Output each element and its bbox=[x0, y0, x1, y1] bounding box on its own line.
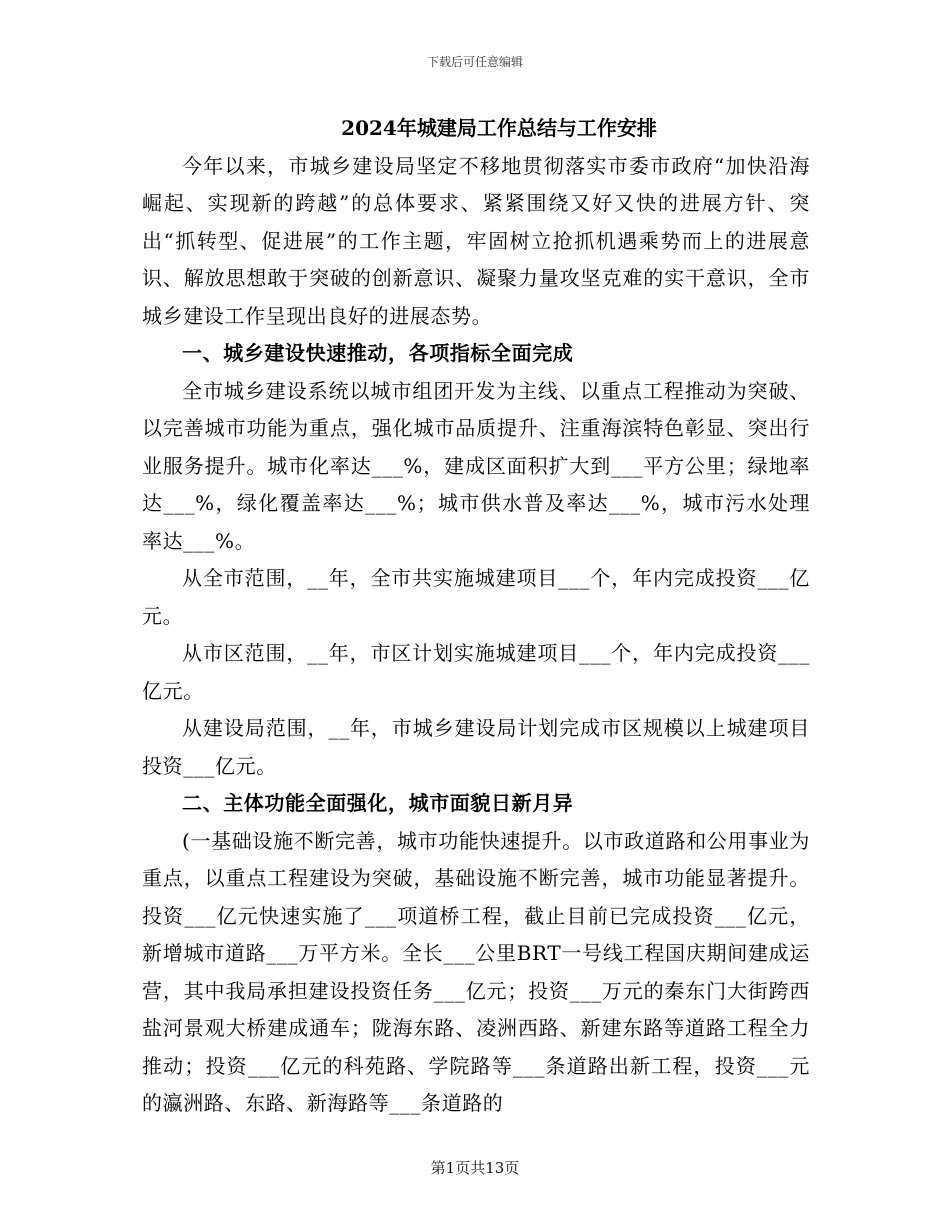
section-heading-1: 一、城乡建设快速推动，各项指标全面完成 bbox=[182, 341, 574, 365]
document-title: 2024年城建局工作总结与工作安排 bbox=[341, 116, 657, 140]
section-heading-2: 二、主体功能全面强化，城市面貌日新月异 bbox=[182, 791, 574, 815]
paragraph-citywide: 从全市范围，__年，全市共实施城建项目___个，年内完成投资___亿元。 bbox=[142, 566, 810, 628]
paragraph-infrastructure: (一基础设施不断完善，城市功能快速提升。以市政道路和公用事业为重点，以重点工程建设为突破，基础设施不断完善，城市功能显著提升。投资___亿元快速实施了___项道桥工程，截止目前已完成投资___亿元，新增城市道路___万平方米。全长___公里BRT一号线工程国庆期间建成运营，其中我局承担建设投资任务___亿元；投资___万元的秦东门大街跨西盐河景观大桥建成通车；陇海东路、凌洲西路、新建东路等道路工程全力推动；投资___亿元的科苑路、学院路等___条道路出新工程，投资___元的瀛洲路、东路、新海路等___条道路的 bbox=[142, 828, 810, 1115]
paragraph-urban-area: 从市区范围，__年，市区计划实施城建项目___个，年内完成投资___亿元。 bbox=[142, 641, 810, 703]
paragraph-bureau: 从建设局范围，__年，市城乡建设局计划完成市区规模以上城建项目投资___亿元。 bbox=[142, 716, 810, 778]
paragraph-intro: 今年以来，市城乡建设局坚定不移地贯彻落实市委市政府“加快沿海崛起、实现新的跨越”的总体要求、紧紧围绕又好又快的进展方针、突出“抓转型、促进展”的工作主题，牢固树立抢抓机遇乘势而上的进展意识、解放思想敢于突破的创新意识、凝聚力量攻坚克难的实干意识，全市城乡建设工作呈现出良好的进展态势。 bbox=[142, 153, 810, 328]
page-header: 下载后可任意编辑 bbox=[426, 55, 523, 69]
paragraph-indicators: 全市城乡建设系统以城市组团开发为主线、以重点工程推动为突破、以完善城市功能为重点，强化城市品质提升、注重海滨特色彰显、突出行业服务提升。城市化率达___%，建成区面积扩大到___平方公里；绿地率达___%，绿化覆盖率达___%；城市供水普及率达___%，城市污水处理率达___%。 bbox=[142, 378, 810, 553]
document-body bbox=[142, 110, 810, 1123]
page-footer: 第1页共13页 bbox=[430, 1159, 520, 1177]
